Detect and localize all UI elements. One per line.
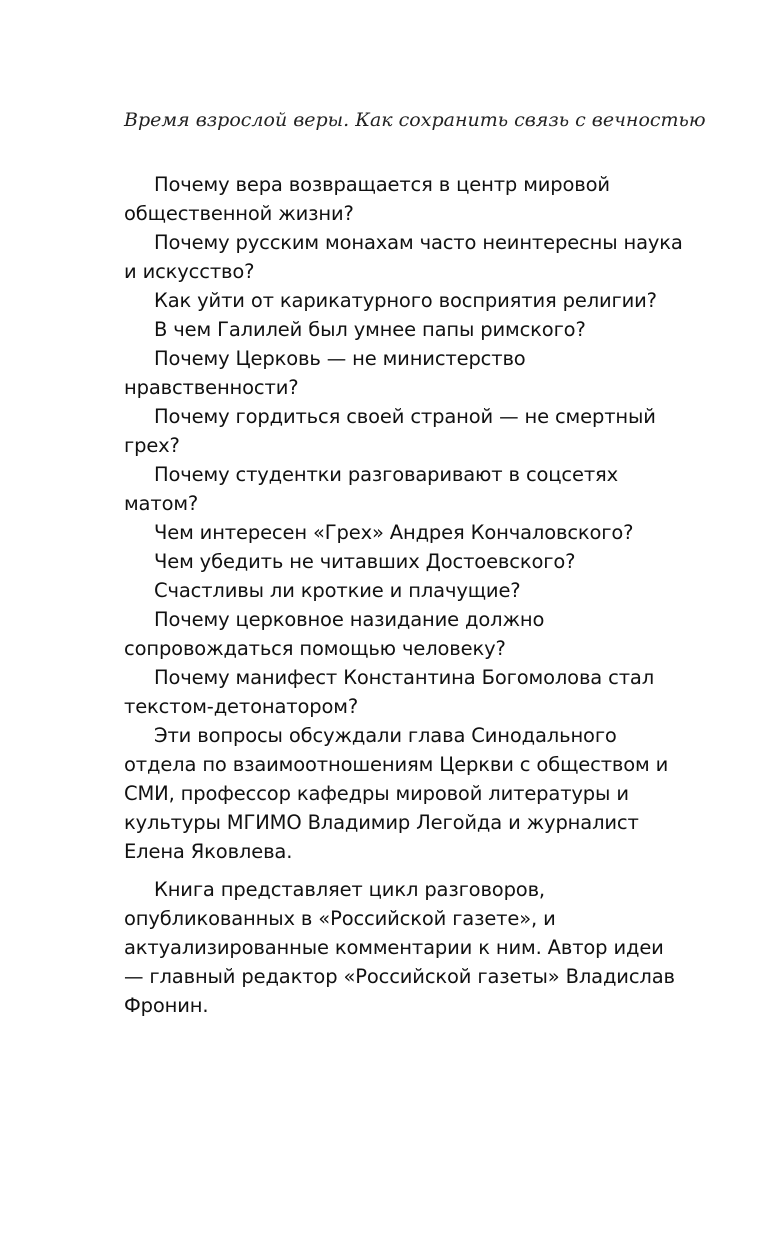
question-1: Почему вера возвращается в центр мировой общественной жизни? <box>124 173 610 225</box>
question-7: Почему студентки разговаривают в соцсетях матом? <box>124 463 619 515</box>
running-head: Время взрослой веры. Как сохранить связь с вечностью <box>124 109 706 131</box>
question-6: Почему гордиться своей страной — не смертный грех? <box>124 405 656 457</box>
question-4: В чем Галилей был умнее папы римского? <box>154 318 586 341</box>
question-2: Почему русским монахам часто неинтересны наука и искусство? <box>124 231 683 283</box>
question-3: Как уйти от карикатурного восприятия религии? <box>154 289 657 312</box>
body-text <box>124 170 687 1020</box>
question-11: Почему церковное назидание должно сопровождаться помощью человеку? <box>124 608 545 660</box>
question-10: Счастливы ли кроткие и плачущие? <box>154 579 521 602</box>
paragraph-book-info: Книга представляет цикл разговоров, опубликованных в «Российской газете», и актуализированные комментарии к ним. Автор идеи — главный редактор «Российской газеты» Владислав Фронин. <box>124 878 675 1017</box>
paragraph-participants: Эти вопросы обсуждали глава Синодального отдела по взаимоотношениям Церкви с обществом и СМИ, профессор кафедры мировой литературы и культуры МГИМО Владимир Легойда и журналист Елена Яковлева. <box>124 724 669 863</box>
question-8: Чем интересен «Грех» Андрея Кончаловского? <box>154 521 634 544</box>
question-9: Чем убедить не читавших Достоевского? <box>154 550 576 573</box>
question-5: Почему Церковь — не министерство нравственности? <box>124 347 526 399</box>
question-12: Почему манифест Константина Богомолова стал текстом-детонатором? <box>124 666 655 718</box>
